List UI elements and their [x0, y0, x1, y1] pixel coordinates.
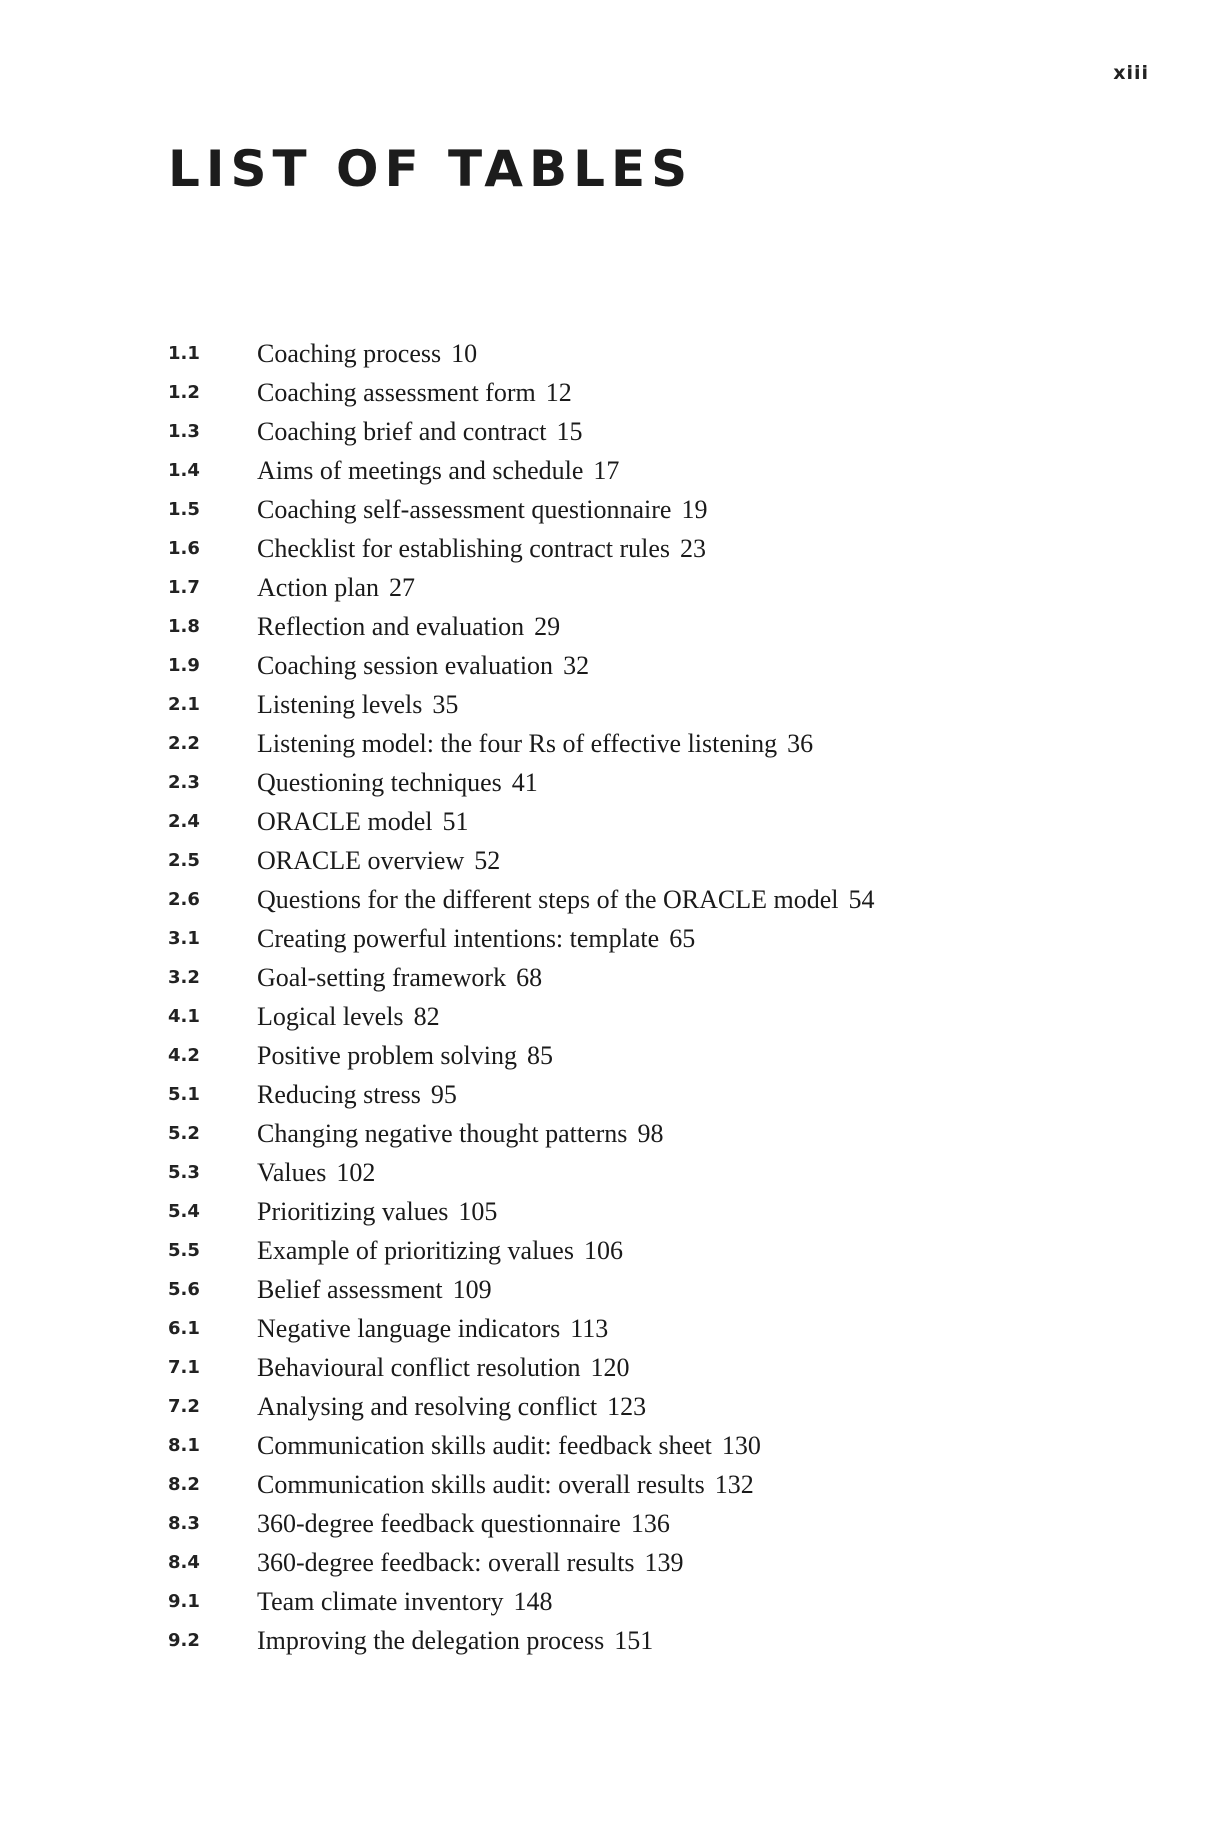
page-number: xiii: [1113, 62, 1149, 84]
page-reference: 113: [570, 1313, 609, 1343]
table-title: 360-degree feedback questionnaire: [257, 1508, 621, 1538]
table-number: 1.6: [168, 538, 200, 559]
page-reference: 102: [336, 1157, 376, 1187]
list-item: [168, 685, 875, 724]
list-item: [168, 1426, 875, 1465]
list-item: [168, 373, 875, 412]
table-title: Analysing and resolving conflict: [257, 1391, 598, 1421]
page-reference: 139: [644, 1547, 684, 1577]
page-reference: 132: [714, 1469, 754, 1499]
table-title: Aims of meetings and schedule: [257, 455, 584, 485]
list-item: [168, 1036, 875, 1075]
page-reference: 27: [389, 572, 416, 602]
table-number: 5.4: [168, 1201, 200, 1222]
table-number: 1.5: [168, 499, 200, 520]
table-title: Coaching brief and contract: [257, 416, 547, 446]
page-reference: 51: [442, 806, 469, 836]
table-number: 2.1: [168, 694, 200, 715]
table-number: 2.4: [168, 811, 200, 832]
table-number: 2.6: [168, 889, 200, 910]
table-number: 5.1: [168, 1084, 200, 1105]
table-title: Coaching process: [257, 338, 442, 368]
table-number: 9.1: [168, 1591, 200, 1612]
page-reference: 148: [513, 1586, 553, 1616]
table-title: 360-degree feedback: overall results: [257, 1547, 635, 1577]
table-title: Reducing stress: [257, 1079, 421, 1109]
table-number: 5.6: [168, 1279, 200, 1300]
table-list: [168, 334, 875, 1660]
table-number: 2.2: [168, 733, 200, 754]
page-reference: 82: [413, 1001, 440, 1031]
list-item: [168, 1348, 875, 1387]
list-item: [168, 1114, 875, 1153]
page-reference: 136: [630, 1508, 670, 1538]
table-number: 1.1: [168, 343, 200, 364]
page-reference: 65: [669, 923, 696, 953]
table-title: Coaching self-assessment questionnaire: [257, 494, 672, 524]
table-number: 6.1: [168, 1318, 200, 1339]
page-title: LIST OF TABLES: [168, 140, 694, 198]
table-title: Creating powerful intentions: template: [257, 923, 660, 953]
page-reference: 98: [637, 1118, 664, 1148]
list-item: [168, 568, 875, 607]
page-reference: 120: [590, 1352, 630, 1382]
page-reference: 85: [527, 1040, 553, 1070]
list-item: [168, 1270, 875, 1309]
table-title: Improving the delegation process: [257, 1625, 605, 1655]
page-reference: 52: [474, 845, 501, 875]
table-number: 1.9: [168, 655, 200, 676]
table-title: Communication skills audit: overall results: [257, 1469, 705, 1499]
table-number: 1.2: [168, 382, 200, 403]
table-title: Changing negative thought patterns: [257, 1118, 628, 1148]
page-reference: 123: [607, 1391, 647, 1421]
list-item: [168, 1582, 875, 1621]
table-title: Questioning techniques: [257, 767, 502, 797]
page-reference: 41: [511, 767, 538, 797]
table-title: Behavioural conflict resolution: [257, 1352, 581, 1382]
page-reference: 29: [534, 611, 561, 641]
table-title: Reflection and evaluation: [257, 611, 525, 641]
table-title: Negative language indicators: [257, 1313, 561, 1343]
page-reference: 151: [614, 1625, 654, 1655]
page-reference: 19: [681, 494, 708, 524]
page-reference: 109: [452, 1274, 492, 1304]
list-item: [168, 412, 875, 451]
table-title: Communication skills audit: feedback sheet: [257, 1430, 712, 1460]
table-title: Coaching session evaluation: [257, 650, 554, 680]
list-item: [168, 334, 875, 373]
list-item: [168, 724, 875, 763]
table-title: Goal-setting framework: [257, 962, 507, 992]
page-reference: 36: [787, 728, 814, 758]
page-reference: 15: [556, 416, 583, 446]
table-title: ORACLE overview: [257, 845, 465, 875]
page-reference: 23: [680, 533, 707, 563]
table-number: 8.1: [168, 1435, 200, 1456]
table-number: 4.1: [168, 1006, 200, 1027]
table-number: 2.5: [168, 850, 200, 871]
table-title: Checklist for establishing contract rules: [257, 533, 671, 563]
list-item: [168, 1387, 875, 1426]
page-reference: 10: [451, 338, 478, 368]
table-title: Listening levels: [257, 689, 423, 719]
list-item: [168, 1465, 875, 1504]
page-reference: 32: [563, 650, 590, 680]
table-title: Positive problem solving: [257, 1040, 517, 1070]
table-number: 9.2: [168, 1630, 200, 1651]
table-number: 7.1: [168, 1357, 200, 1378]
list-item: [168, 1309, 875, 1348]
table-title: Questions for the different steps of the ORACLE model: [257, 884, 839, 914]
table-number: 1.8: [168, 616, 200, 637]
table-number: 5.3: [168, 1162, 200, 1183]
page-reference: 35: [432, 689, 459, 719]
list-item: [168, 802, 875, 841]
table-number: 1.3: [168, 421, 200, 442]
list-item: [168, 490, 875, 529]
table-title: Belief assessment: [257, 1274, 443, 1304]
table-title: Action plan: [257, 572, 380, 602]
list-item: [168, 763, 875, 802]
table-number: 1.7: [168, 577, 200, 598]
list-item: [168, 451, 875, 490]
table-number: 8.3: [168, 1513, 200, 1534]
table-number: 1.4: [168, 460, 200, 481]
table-title: Team climate inventory: [257, 1586, 504, 1616]
list-item: [168, 880, 875, 919]
table-number: 3.2: [168, 967, 200, 988]
list-item: [168, 1231, 875, 1270]
list-item: [168, 1075, 875, 1114]
table-number: 2.3: [168, 772, 200, 793]
list-item: [168, 997, 875, 1036]
page-reference: 68: [516, 962, 543, 992]
table-title: Example of prioritizing values: [257, 1235, 574, 1265]
table-number: 7.2: [168, 1396, 200, 1417]
page-reference: 106: [583, 1235, 623, 1265]
table-title: Coaching assessment form: [257, 377, 536, 407]
table-title: Values: [257, 1157, 327, 1187]
page-reference: 17: [593, 455, 620, 485]
list-item: [168, 1543, 875, 1582]
table-number: 5.2: [168, 1123, 200, 1144]
table-title: Listening model: the four Rs of effective listening: [257, 728, 778, 758]
list-item: [168, 1504, 875, 1543]
table-number: 8.4: [168, 1552, 200, 1573]
list-item: [168, 841, 875, 880]
table-number: 8.2: [168, 1474, 200, 1495]
table-title: Logical levels: [257, 1001, 404, 1031]
page-reference: 12: [545, 377, 572, 407]
list-item: [168, 1153, 875, 1192]
page-reference: 95: [430, 1079, 457, 1109]
list-item: [168, 919, 875, 958]
page-reference: 130: [721, 1430, 761, 1460]
table-number: 4.2: [168, 1045, 200, 1066]
list-item: [168, 607, 875, 646]
list-item: [168, 646, 875, 685]
list-item: [168, 958, 875, 997]
list-item: [168, 529, 875, 568]
table-title: ORACLE model: [257, 806, 433, 836]
list-item: [168, 1621, 875, 1660]
page-reference: 54: [848, 884, 875, 914]
table-number: 3.1: [168, 928, 200, 949]
table-number: 5.5: [168, 1240, 200, 1261]
page-reference: 105: [458, 1196, 498, 1226]
table-title: Prioritizing values: [257, 1196, 449, 1226]
list-item: [168, 1192, 875, 1231]
